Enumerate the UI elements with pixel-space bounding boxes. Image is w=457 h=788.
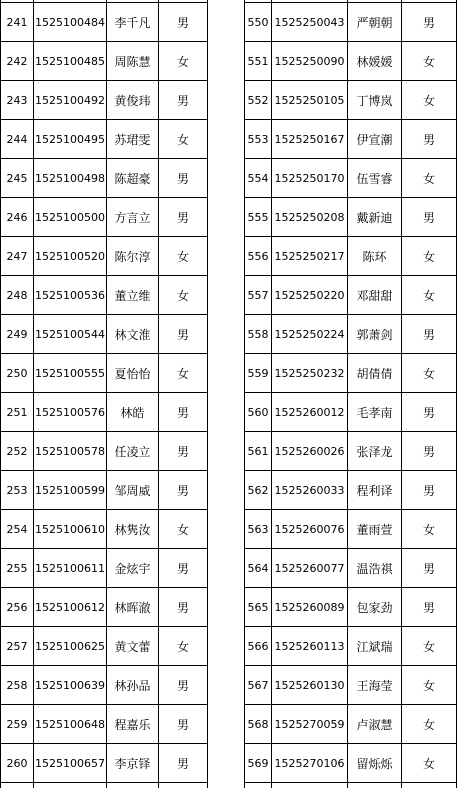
- table-row: [245, 198, 457, 237]
- name-cell: 陈尔淳: [107, 237, 159, 276]
- number-cell: 251: [1, 393, 34, 432]
- student-id-cell: 1525100544: [34, 315, 107, 354]
- student-id-cell: 1525100625: [34, 627, 107, 666]
- table-row: [1, 744, 208, 783]
- gender-cell: 男: [159, 198, 208, 237]
- name-cell: 丁博岚: [348, 81, 402, 120]
- table-row: [245, 81, 457, 120]
- number-cell: 242: [1, 42, 34, 81]
- gender-cell: 女: [159, 627, 208, 666]
- student-id-cell: 1525270059: [272, 705, 348, 744]
- table-row: [245, 237, 457, 276]
- table-row: [1, 276, 208, 315]
- table-row-partial: [245, 783, 457, 788]
- number-cell: 551: [245, 42, 272, 81]
- number-cell: 254: [1, 510, 34, 549]
- table-row: [1, 120, 208, 159]
- table-row: [1, 198, 208, 237]
- gender-cell: 女: [159, 120, 208, 159]
- gender-cell: 女: [402, 42, 457, 81]
- table-row: [1, 42, 208, 81]
- table-row: [245, 276, 457, 315]
- name-cell: 包家劲: [348, 588, 402, 627]
- student-id-cell: 1525250220: [272, 276, 348, 315]
- name-cell: 林文淮: [107, 315, 159, 354]
- student-id-cell: 1525250170: [272, 159, 348, 198]
- number-cell: 561: [245, 432, 272, 471]
- table-row: [245, 159, 457, 198]
- number-cell: 250: [1, 354, 34, 393]
- number-cell: 566: [245, 627, 272, 666]
- gender-cell: 女: [159, 276, 208, 315]
- name-cell: 王海莹: [348, 666, 402, 705]
- table-row: [245, 588, 457, 627]
- student-id-cell: 1525260077: [272, 549, 348, 588]
- name-cell: 温浩祺: [348, 549, 402, 588]
- table-row: [245, 3, 457, 42]
- number-cell: 559: [245, 354, 272, 393]
- student-id-cell: 1525250167: [272, 120, 348, 159]
- gender-cell: 男: [402, 315, 457, 354]
- student-id-cell: 1525100536: [34, 276, 107, 315]
- name-cell: 陈超豪: [107, 159, 159, 198]
- table-row: [1, 471, 208, 510]
- student-id-cell: 1525250217: [272, 237, 348, 276]
- number-cell: 257: [1, 627, 34, 666]
- number-cell: 553: [245, 120, 272, 159]
- name-cell: 董雨萱: [348, 510, 402, 549]
- name-cell: 董立维: [107, 276, 159, 315]
- number-cell: 244: [1, 120, 34, 159]
- gender-cell: 男: [159, 549, 208, 588]
- number-cell: 557: [245, 276, 272, 315]
- number-cell: 560: [245, 393, 272, 432]
- number-cell: 256: [1, 588, 34, 627]
- gender-cell: 男: [402, 120, 457, 159]
- table-row-partial: [1, 783, 208, 788]
- number-cell: 255: [1, 549, 34, 588]
- gender-cell: 女: [159, 510, 208, 549]
- name-cell: 陈环: [348, 237, 402, 276]
- name-cell: 伍雪睿: [348, 159, 402, 198]
- number-cell: 260: [1, 744, 34, 783]
- number-cell: 241: [1, 3, 34, 42]
- student-id-cell: 1525100485: [34, 42, 107, 81]
- student-id-cell: 1525250105: [272, 81, 348, 120]
- number-cell: 554: [245, 159, 272, 198]
- left-roster-table: [0, 0, 208, 788]
- table-row: [1, 627, 208, 666]
- table-row: [1, 432, 208, 471]
- student-id-cell: 1525100612: [34, 588, 107, 627]
- left-roster-body: [1, 0, 208, 788]
- name-cell: 方言立: [107, 198, 159, 237]
- gender-cell: 女: [159, 237, 208, 276]
- student-id-cell: 1525100498: [34, 159, 107, 198]
- name-cell: 李千凡: [107, 3, 159, 42]
- name-cell: 胡倩倩: [348, 354, 402, 393]
- student-id-cell: 1525250043: [272, 3, 348, 42]
- right-roster-body: [245, 0, 457, 788]
- table-row: [1, 666, 208, 705]
- gender-cell: 男: [159, 81, 208, 120]
- number-cell: 253: [1, 471, 34, 510]
- student-id-cell: 1525250224: [272, 315, 348, 354]
- number-cell: 550: [245, 3, 272, 42]
- gender-cell: 男: [159, 744, 208, 783]
- student-id-cell: 1525100500: [34, 198, 107, 237]
- number-cell: 252: [1, 432, 34, 471]
- student-id-cell: 1525100495: [34, 120, 107, 159]
- student-id-cell: 1525100578: [34, 432, 107, 471]
- gender-cell: 男: [402, 432, 457, 471]
- number-cell: 246: [1, 198, 34, 237]
- student-id-cell: 1525260033: [272, 471, 348, 510]
- number-cell: 567: [245, 666, 272, 705]
- name-cell: 周陈慧: [107, 42, 159, 81]
- number-cell: 245: [1, 159, 34, 198]
- name-cell: 苏珺雯: [107, 120, 159, 159]
- number-cell: 564: [245, 549, 272, 588]
- name-cell: 戴新迪: [348, 198, 402, 237]
- student-id-cell: 1525100492: [34, 81, 107, 120]
- student-id-cell: 1525100555: [34, 354, 107, 393]
- gender-cell: 男: [159, 315, 208, 354]
- student-id-cell: 1525260089: [272, 588, 348, 627]
- gender-cell: 女: [402, 627, 457, 666]
- table-row: [245, 354, 457, 393]
- table-row: [1, 549, 208, 588]
- table-row: [245, 471, 457, 510]
- student-id-cell: 1525260026: [272, 432, 348, 471]
- gender-cell: 男: [402, 549, 457, 588]
- number-cell: 563: [245, 510, 272, 549]
- table-row: [1, 354, 208, 393]
- gender-cell: 女: [402, 159, 457, 198]
- table-row: [245, 315, 457, 354]
- gender-cell: 男: [159, 432, 208, 471]
- gender-cell: 女: [402, 276, 457, 315]
- student-id-cell: 1525100611: [34, 549, 107, 588]
- name-cell: 毛孝南: [348, 393, 402, 432]
- name-cell: 林晖澈: [107, 588, 159, 627]
- name-cell: 张泽龙: [348, 432, 402, 471]
- gender-cell: 男: [159, 471, 208, 510]
- name-cell: 林孙品: [107, 666, 159, 705]
- table-row: [245, 744, 457, 783]
- name-cell: 严朝朝: [348, 3, 402, 42]
- student-id-cell: 1525100599: [34, 471, 107, 510]
- name-cell: 程利译: [348, 471, 402, 510]
- number-cell: 248: [1, 276, 34, 315]
- table-row: [245, 42, 457, 81]
- name-cell: 任凌立: [107, 432, 159, 471]
- gender-cell: 男: [159, 588, 208, 627]
- number-cell: 562: [245, 471, 272, 510]
- name-cell: 卢淑慧: [348, 705, 402, 744]
- student-id-cell: 1525100520: [34, 237, 107, 276]
- name-cell: 林皓: [107, 393, 159, 432]
- table-row: [245, 549, 457, 588]
- gender-cell: 男: [159, 159, 208, 198]
- table-row: [1, 237, 208, 276]
- number-cell: 259: [1, 705, 34, 744]
- name-cell: 金炫宇: [107, 549, 159, 588]
- table-row: [245, 510, 457, 549]
- student-id-cell: 1525260130: [272, 666, 348, 705]
- gender-cell: 男: [159, 3, 208, 42]
- name-cell: 郭萧剑: [348, 315, 402, 354]
- gender-cell: 男: [159, 705, 208, 744]
- gender-cell: 女: [402, 744, 457, 783]
- table-row: [245, 627, 457, 666]
- table-row: [1, 510, 208, 549]
- number-cell: 247: [1, 237, 34, 276]
- student-id-cell: 1525260012: [272, 393, 348, 432]
- name-cell: 邓甜甜: [348, 276, 402, 315]
- student-id-cell: 1525270106: [272, 744, 348, 783]
- gender-cell: 男: [159, 666, 208, 705]
- student-id-cell: 1525100648: [34, 705, 107, 744]
- student-id-cell: 1525250208: [272, 198, 348, 237]
- name-cell: 黄文蕾: [107, 627, 159, 666]
- table-row: [1, 588, 208, 627]
- gender-cell: 女: [402, 237, 457, 276]
- name-cell: 夏怡怡: [107, 354, 159, 393]
- student-id-cell: 1525100610: [34, 510, 107, 549]
- student-id-cell: 1525100484: [34, 3, 107, 42]
- gender-cell: 男: [402, 393, 457, 432]
- table-row: [245, 393, 457, 432]
- name-cell: 林隽汝: [107, 510, 159, 549]
- gender-cell: 女: [402, 666, 457, 705]
- table-row: [1, 393, 208, 432]
- gender-cell: 女: [402, 510, 457, 549]
- name-cell: 邹周威: [107, 471, 159, 510]
- student-id-cell: 1525100576: [34, 393, 107, 432]
- name-cell: 李京铎: [107, 744, 159, 783]
- table-row: [245, 120, 457, 159]
- gender-cell: 男: [402, 3, 457, 42]
- student-id-cell: 1525250232: [272, 354, 348, 393]
- student-id-cell: 1525250090: [272, 42, 348, 81]
- student-id-cell: 1525260113: [272, 627, 348, 666]
- number-cell: 243: [1, 81, 34, 120]
- table-row: [1, 3, 208, 42]
- table-row: [245, 666, 457, 705]
- table-row: [245, 705, 457, 744]
- gender-cell: 男: [402, 471, 457, 510]
- gender-cell: 男: [402, 198, 457, 237]
- student-id-cell: 1525100657: [34, 744, 107, 783]
- table-row: [245, 432, 457, 471]
- number-cell: 565: [245, 588, 272, 627]
- table-row: [1, 705, 208, 744]
- gender-cell: 女: [159, 354, 208, 393]
- gender-cell: 女: [402, 354, 457, 393]
- student-id-cell: 1525260076: [272, 510, 348, 549]
- gender-cell: 男: [402, 588, 457, 627]
- name-cell: 江斌瑞: [348, 627, 402, 666]
- name-cell: 黄俊玮: [107, 81, 159, 120]
- number-cell: 569: [245, 744, 272, 783]
- name-cell: 林媛媛: [348, 42, 402, 81]
- student-id-cell: 1525100639: [34, 666, 107, 705]
- table-row: [1, 159, 208, 198]
- number-cell: 558: [245, 315, 272, 354]
- name-cell: 伊宣潮: [348, 120, 402, 159]
- number-cell: 556: [245, 237, 272, 276]
- gender-cell: 女: [159, 42, 208, 81]
- gender-cell: 男: [159, 393, 208, 432]
- gender-cell: 女: [402, 705, 457, 744]
- table-row: [1, 315, 208, 354]
- number-cell: 249: [1, 315, 34, 354]
- name-cell: 程嘉乐: [107, 705, 159, 744]
- number-cell: 552: [245, 81, 272, 120]
- number-cell: 555: [245, 198, 272, 237]
- gender-cell: 女: [402, 81, 457, 120]
- name-cell: 留烁烁: [348, 744, 402, 783]
- number-cell: 258: [1, 666, 34, 705]
- table-row: [1, 81, 208, 120]
- right-roster-table: [244, 0, 457, 788]
- number-cell: 568: [245, 705, 272, 744]
